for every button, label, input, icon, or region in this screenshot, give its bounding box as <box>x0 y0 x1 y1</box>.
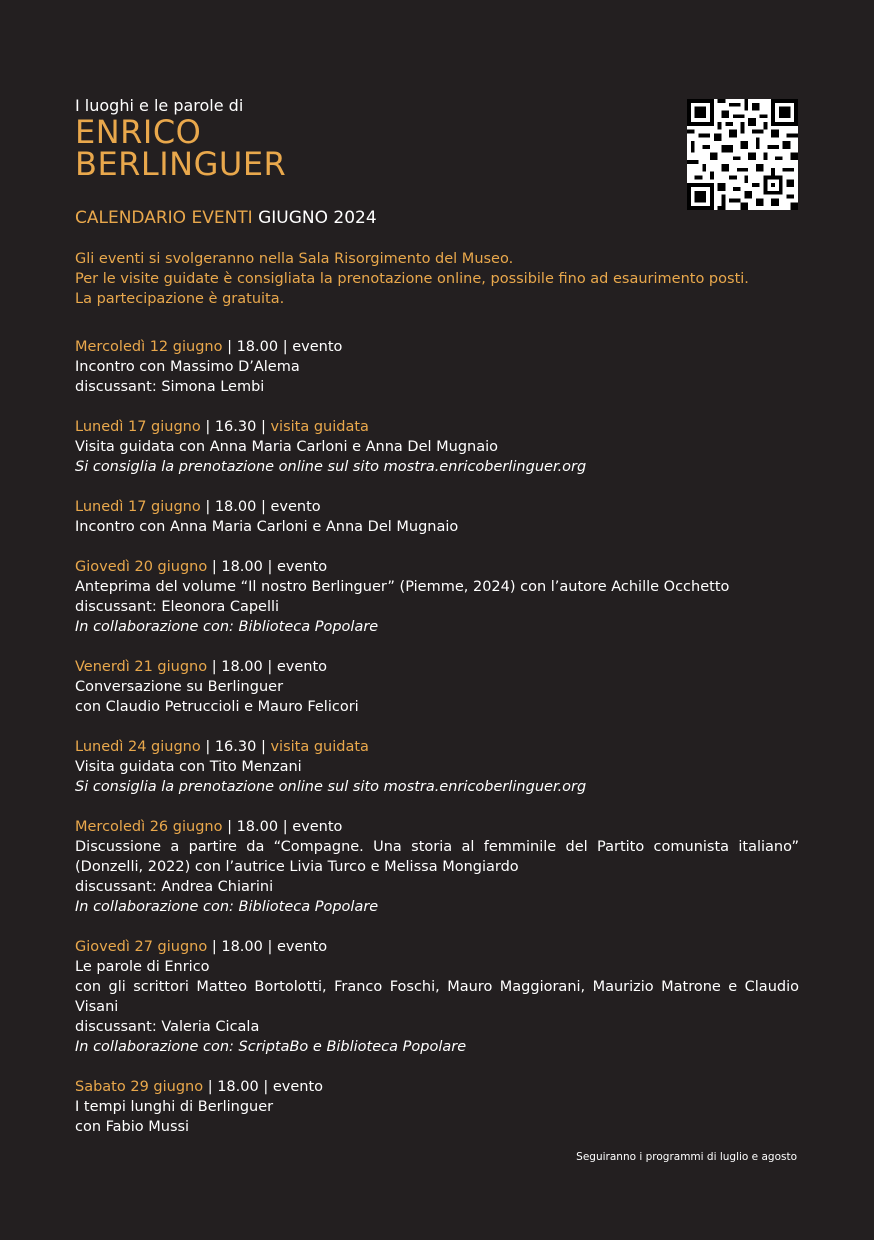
event-description: Anteprima del volume “Il nostro Berlinguer” (Piemme, 2024) con l’autore Achille Occhetto <box>75 579 730 595</box>
event-type: visita guidata <box>270 739 369 755</box>
calendar-heading <box>75 207 377 229</box>
event-item <box>75 817 799 917</box>
event-list <box>75 337 799 1157</box>
event-header: Giovedì 20 giugno | 18.00 | evento <box>75 559 328 575</box>
event-header: Lunedì 17 giugno | 18.00 | evento <box>75 499 321 515</box>
event-item <box>75 1077 799 1137</box>
event-date: Sabato 29 giugno <box>75 1079 204 1095</box>
event-date: Lunedì 17 giugno <box>75 499 201 515</box>
event-date: Giovedì 27 giugno <box>75 939 208 955</box>
event-type: evento <box>270 499 321 515</box>
event-item <box>75 557 799 637</box>
event-date: Mercoledì 12 giugno <box>75 339 223 355</box>
event-type: evento <box>292 339 343 355</box>
event-type: evento <box>276 659 328 675</box>
event-header: Sabato 29 giugno | 18.00 | evento <box>75 1079 323 1095</box>
event-type: evento <box>276 939 328 955</box>
event-item <box>75 497 799 537</box>
event-note: In collaborazione con: ScriptaBo e Biblioteca Popolare <box>75 1039 467 1055</box>
event-guests: con Fabio Mussi <box>75 1119 190 1135</box>
event-header: Lunedì 24 giugno | 16.30 | visita guidata <box>75 739 369 755</box>
event-date: Venerdì 21 giugno <box>75 659 208 675</box>
footer-note: Seguiranno i programmi di luglio e agosto <box>576 1151 797 1163</box>
event-discussant: discussant: Valeria Cicala <box>75 1019 260 1035</box>
event-description: Incontro con Massimo D’Alema <box>75 359 300 375</box>
title-line-1: ENRICO <box>75 113 202 151</box>
event-header: Venerdì 21 giugno | 18.00 | evento <box>75 659 328 675</box>
header-kicker: I luoghi e le parole di <box>75 96 244 115</box>
event-item <box>75 657 799 717</box>
event-date: Lunedì 24 giugno <box>75 739 201 755</box>
event-note: Si consiglia la prenotazione online sul sito mostra.enricoberlinguer.org <box>75 459 587 475</box>
event-item <box>75 417 799 477</box>
event-discussant: discussant: Andrea Chiarini <box>75 879 274 895</box>
event-date: Mercoledì 26 giugno <box>75 819 223 835</box>
event-time: 18.00 <box>236 339 279 355</box>
event-note: In collaborazione con: Biblioteca Popolare <box>75 619 379 635</box>
event-description: Visita guidata con Anna Maria Carloni e Anna Del Mugnaio <box>75 439 499 455</box>
event-description: Visita guidata con Tito Menzani <box>75 759 302 775</box>
event-description: I tempi lunghi di Berlinguer <box>75 1099 274 1115</box>
title-line-2: BERLINGUER <box>75 145 287 183</box>
calendar-label: CALENDARIO EVENTI <box>75 208 253 228</box>
event-discussant: discussant: Simona Lembi <box>75 379 265 395</box>
event-header: Mercoledì 26 giugno | 18.00 | evento <box>75 819 343 835</box>
event-time: 16.30 <box>214 419 257 435</box>
event-type: evento <box>292 819 343 835</box>
intro-line: La partecipazione è gratuita. <box>75 291 285 307</box>
event-item <box>75 737 799 797</box>
event-guests: con gli scrittori Matteo Bortolotti, Franco Foschi, Mauro Maggiorani, Maurizio Matrone e Claudio Visani <box>75 979 799 1015</box>
event-discussant: discussant: Eleonora Capelli <box>75 599 280 615</box>
event-time: 16.30 <box>214 739 257 755</box>
event-time: 18.00 <box>221 939 263 955</box>
event-header: Mercoledì 12 giugno | 18.00 | evento <box>75 339 343 355</box>
event-time: 18.00 <box>214 499 257 515</box>
event-note: Si consiglia la prenotazione online sul sito mostra.enricoberlinguer.org <box>75 779 587 795</box>
intro-line: Gli eventi si svolgeranno nella Sala Risorgimento del Museo. <box>75 251 514 267</box>
event-header: Giovedì 27 giugno | 18.00 | evento <box>75 939 328 955</box>
intro-line: Per le visite guidate è consigliata la prenotazione online, possibile fino ad esaurimento posti. <box>75 271 749 287</box>
event-header: Lunedì 17 giugno | 16.30 | visita guidata <box>75 419 369 435</box>
event-time: 18.00 <box>217 1079 259 1095</box>
event-description: Le parole di Enrico <box>75 959 210 975</box>
event-item <box>75 937 799 1057</box>
event-type: evento <box>272 1079 323 1095</box>
event-description: Conversazione su Berlinguer <box>75 679 284 695</box>
event-type: visita guidata <box>270 419 369 435</box>
page-title <box>75 113 475 183</box>
event-type: evento <box>276 559 328 575</box>
event-description: Discussione a partire da “Compagne. Una storia al femminile del Partito comunista italiano” (Donzelli, 2022) con l’autrice Livia Turco e Melissa Mongiardo <box>75 839 799 875</box>
calendar-month: GIUGNO 2024 <box>258 208 377 228</box>
event-guests: con Claudio Petruccioli e Mauro Felicori <box>75 699 359 715</box>
event-time: 18.00 <box>221 559 263 575</box>
event-time: 18.00 <box>236 819 279 835</box>
qr-code-icon[interactable] <box>687 99 798 210</box>
event-time: 18.00 <box>221 659 263 675</box>
event-date: Lunedì 17 giugno <box>75 419 201 435</box>
event-note: In collaborazione con: Biblioteca Popolare <box>75 899 379 915</box>
event-description: Incontro con Anna Maria Carloni e Anna Del Mugnaio <box>75 519 459 535</box>
event-item <box>75 337 799 397</box>
intro-text <box>75 249 805 309</box>
event-date: Giovedì 20 giugno <box>75 559 208 575</box>
